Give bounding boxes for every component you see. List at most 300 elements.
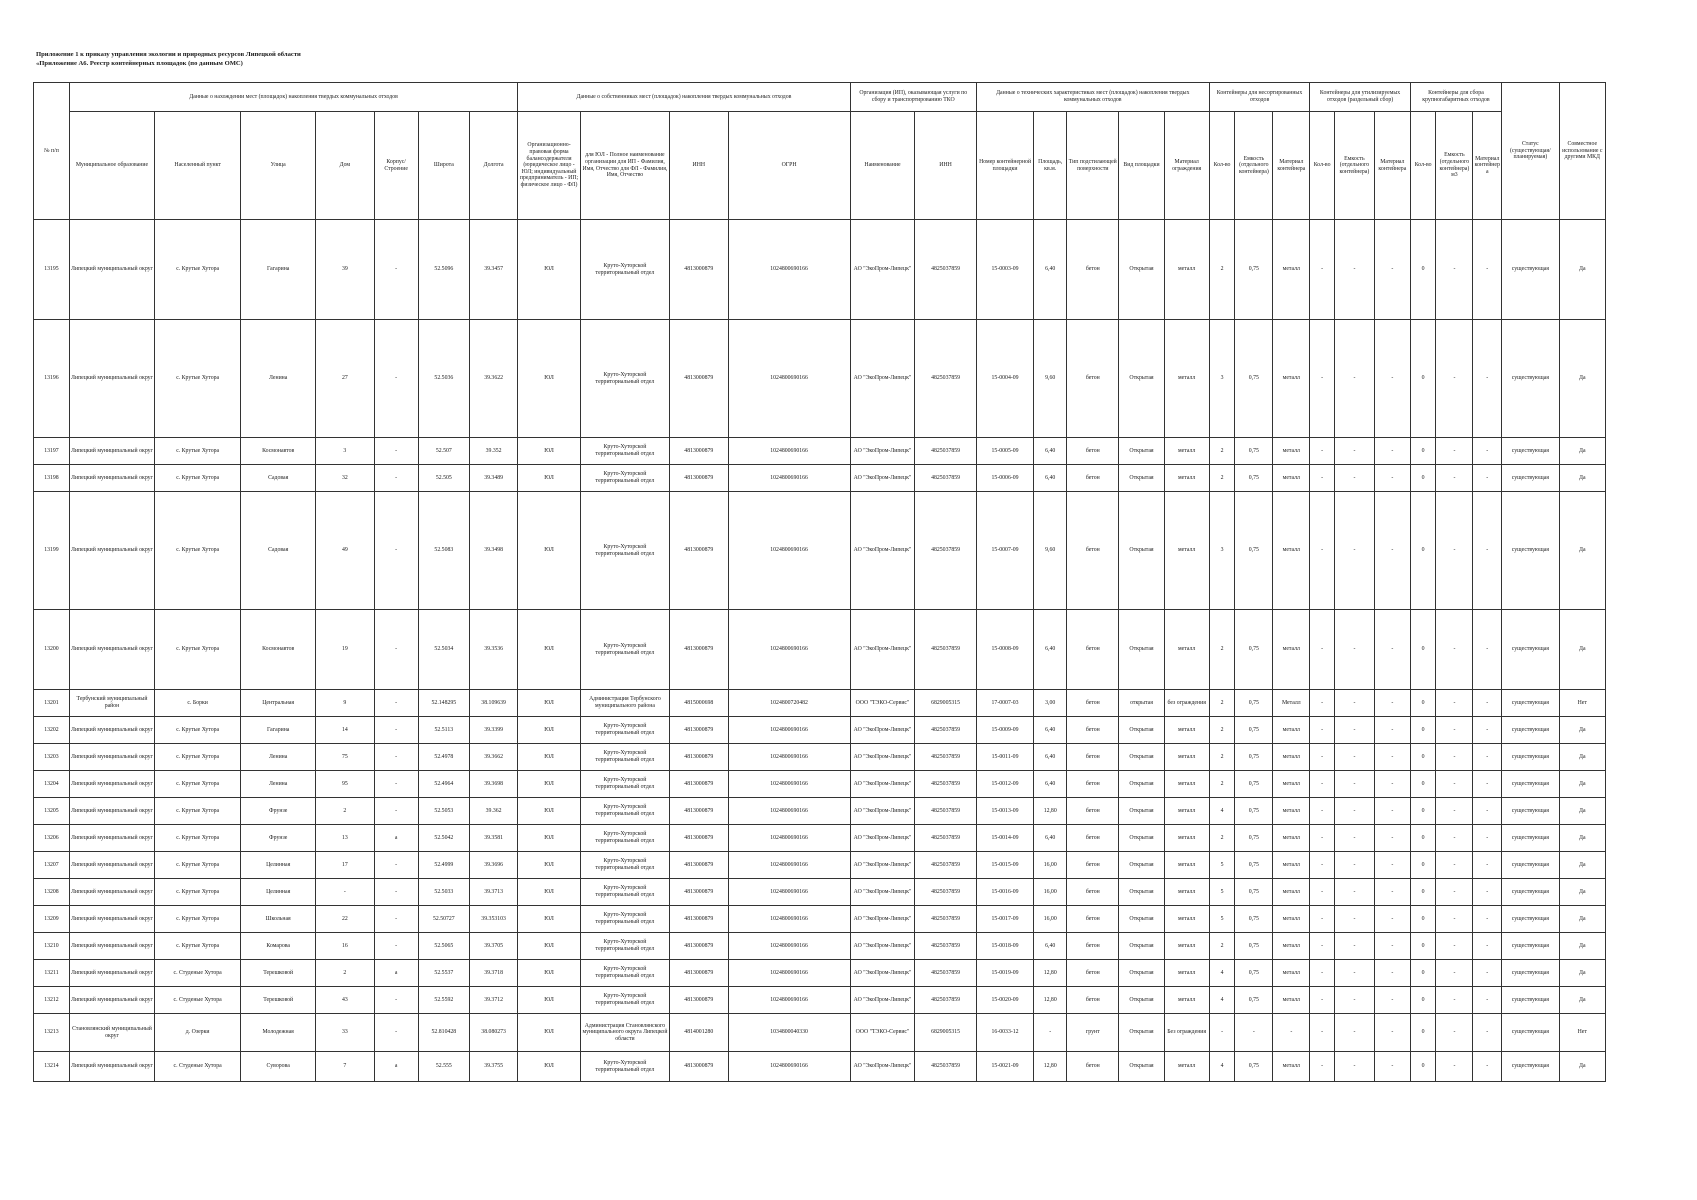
cell-status: существующая: [1502, 879, 1559, 906]
cell-utilized-qty: -: [1310, 960, 1335, 987]
cell-fence: металл: [1164, 798, 1209, 825]
cell-unsorted-material: металл: [1273, 717, 1310, 744]
cell-site-number: 15-0008-09: [976, 610, 1033, 690]
cell-owner-ogrn: 1034800040330: [728, 1014, 850, 1052]
cell-site-type: Открытая: [1119, 771, 1164, 798]
cell-unsorted-capacity: 0,75: [1235, 465, 1273, 492]
cell-unsorted-material: металл: [1273, 798, 1310, 825]
cell-owner-ogrn: 1024800690166: [728, 771, 850, 798]
cell-row-number: 13210: [34, 933, 70, 960]
cell-utilized-material: -: [1374, 879, 1410, 906]
cell-longitude: 38.109639: [470, 690, 518, 717]
cell-shared-use: Да: [1559, 438, 1605, 465]
cell-house: 43: [316, 987, 374, 1014]
cell-site-number: 15-0017-09: [976, 906, 1033, 933]
cell-surface: бетон: [1067, 717, 1119, 744]
cell-bulky-material: -: [1473, 717, 1502, 744]
cell-street: Гагарина: [241, 717, 316, 744]
cell-municipality: Липецкий муниципальный округ: [69, 465, 154, 492]
cell-shared-use: Да: [1559, 771, 1605, 798]
cell-fence: металл: [1164, 717, 1209, 744]
cell-bulky-qty: 0: [1410, 220, 1436, 320]
cell-utilized-material: -: [1374, 798, 1410, 825]
cell-fence: металл: [1164, 960, 1209, 987]
cell-municipality: Липецкий муниципальный округ: [69, 798, 154, 825]
cell-utilized-qty: -: [1310, 987, 1335, 1014]
cell-unsorted-material: металл: [1273, 465, 1310, 492]
cell-unsorted-qty: 2: [1209, 438, 1235, 465]
cell-settlement: с. Крутые Хутора: [155, 438, 241, 465]
cell-latitude: 52.5033: [418, 879, 469, 906]
cell-utilized-capacity: -: [1334, 690, 1374, 717]
cell-operator-inn: 4825037859: [915, 906, 977, 933]
cell-utilized-capacity: -: [1334, 465, 1374, 492]
cell-longitude: 39.3399: [470, 717, 518, 744]
cell-shared-use: Да: [1559, 933, 1605, 960]
table-row: [34, 717, 1606, 744]
cell-utilized-material: -: [1374, 717, 1410, 744]
cell-latitude: 52.5042: [418, 825, 469, 852]
cell-municipality: Липецкий муниципальный округ: [69, 906, 154, 933]
table-row: [34, 906, 1606, 933]
cell-unsorted-capacity: 0,75: [1235, 220, 1273, 320]
cell-building: -: [374, 220, 418, 320]
cell-bulky-material: -: [1473, 960, 1502, 987]
col-unsorted-capacity: Емкость (отдельного контейнера): [1235, 112, 1273, 220]
cell-bulky-material: -: [1473, 744, 1502, 771]
cell-utilized-qty: -: [1310, 690, 1335, 717]
cell-operator-name: АО "ЭкоПром-Липецк": [850, 879, 915, 906]
cell-owner-inn: 4815000698: [670, 690, 728, 717]
header-shared: Совместное использование с другими МКД: [1559, 83, 1605, 220]
cell-utilized-capacity: -: [1334, 220, 1374, 320]
cell-unsorted-material: -: [1273, 1014, 1310, 1052]
cell-settlement: с. Крутые Хутора: [155, 771, 241, 798]
cell-fence: металл: [1164, 492, 1209, 610]
cell-utilized-material: -: [1374, 906, 1410, 933]
header-group-tech: Данные о технических характеристиках мест (площадок) накопления твердых коммунальных отходов: [976, 83, 1209, 112]
cell-unsorted-qty: 2: [1209, 825, 1235, 852]
cell-building: а: [374, 1052, 418, 1082]
cell-house: 13: [316, 825, 374, 852]
cell-status: существующая: [1502, 771, 1559, 798]
cell-municipality: Липецкий муниципальный округ: [69, 220, 154, 320]
cell-area: 3,00: [1034, 690, 1067, 717]
cell-owner-name: Круто-Хуторской территориальный отдел: [580, 1052, 669, 1082]
cell-site-number: 15-0021-09: [976, 1052, 1033, 1082]
cell-unsorted-capacity: 0,75: [1235, 690, 1273, 717]
cell-utilized-capacity: -: [1334, 960, 1374, 987]
col-house: Дом: [316, 112, 374, 220]
cell-area: 6,40: [1034, 744, 1067, 771]
cell-surface: бетон: [1067, 320, 1119, 438]
cell-house: 16: [316, 933, 374, 960]
cell-utilized-qty: -: [1310, 744, 1335, 771]
cell-utilized-qty: -: [1310, 825, 1335, 852]
cell-site-type: Открытая: [1119, 825, 1164, 852]
cell-owner-name: Круто-Хуторской территориальный отдел: [580, 438, 669, 465]
cell-operator-inn: 6829005315: [915, 690, 977, 717]
cell-status: существующая: [1502, 492, 1559, 610]
cell-operator-inn: 4825037859: [915, 492, 977, 610]
cell-owner-ogrn: 1024800690166: [728, 320, 850, 438]
cell-bulky-material: -: [1473, 610, 1502, 690]
cell-area: 12,80: [1034, 798, 1067, 825]
cell-legal-form: ЮЛ: [518, 492, 581, 610]
cell-unsorted-capacity: 0,75: [1235, 438, 1273, 465]
cell-utilized-material: -: [1374, 465, 1410, 492]
cell-owner-ogrn: 1024800690166: [728, 825, 850, 852]
cell-site-type: Открытая: [1119, 987, 1164, 1014]
cell-house: 39: [316, 220, 374, 320]
cell-unsorted-material: Металл: [1273, 690, 1310, 717]
cell-house: 32: [316, 465, 374, 492]
cell-site-number: 15-0019-09: [976, 960, 1033, 987]
cell-house: 33: [316, 1014, 374, 1052]
cell-utilized-material: -: [1374, 987, 1410, 1014]
table-row: [34, 690, 1606, 717]
cell-status: существующая: [1502, 744, 1559, 771]
cell-municipality: Липецкий муниципальный округ: [69, 438, 154, 465]
cell-unsorted-qty: 2: [1209, 690, 1235, 717]
cell-longitude: 39.352: [470, 438, 518, 465]
cell-owner-ogrn: 1024800690166: [728, 610, 850, 690]
cell-legal-form: ЮЛ: [518, 744, 581, 771]
cell-row-number: 13209: [34, 906, 70, 933]
cell-bulky-capacity: -: [1436, 690, 1473, 717]
cell-bulky-qty: 0: [1410, 879, 1436, 906]
cell-latitude: 52.5065: [418, 933, 469, 960]
cell-site-type: Открытая: [1119, 465, 1164, 492]
cell-street: Комарова: [241, 933, 316, 960]
col-area: Площадь, кв.м.: [1034, 112, 1067, 220]
cell-operator-inn: 4825037859: [915, 1052, 977, 1082]
cell-operator-name: ООО "ТЭКО-Сервис": [850, 690, 915, 717]
cell-bulky-material: -: [1473, 771, 1502, 798]
cell-building: -: [374, 438, 418, 465]
cell-building: -: [374, 465, 418, 492]
cell-row-number: 13198: [34, 465, 70, 492]
cell-building: -: [374, 492, 418, 610]
table-row: [34, 744, 1606, 771]
cell-site-type: Открытая: [1119, 906, 1164, 933]
table-row: [34, 1052, 1606, 1082]
cell-street: Садовая: [241, 465, 316, 492]
cell-shared-use: Да: [1559, 987, 1605, 1014]
cell-utilized-capacity: -: [1334, 771, 1374, 798]
cell-unsorted-material: металл: [1273, 438, 1310, 465]
cell-row-number: 13206: [34, 825, 70, 852]
cell-longitude: 38.080273: [470, 1014, 518, 1052]
cell-utilized-qty: -: [1310, 879, 1335, 906]
cell-utilized-qty: -: [1310, 1052, 1335, 1082]
cell-utilized-material: -: [1374, 852, 1410, 879]
cell-municipality: Липецкий муниципальный округ: [69, 1052, 154, 1082]
cell-municipality: Липецкий муниципальный округ: [69, 960, 154, 987]
cell-fence: металл: [1164, 1052, 1209, 1082]
cell-building: -: [374, 744, 418, 771]
cell-legal-form: ЮЛ: [518, 1014, 581, 1052]
cell-street: Космонавтов: [241, 610, 316, 690]
cell-owner-ogrn: 1024800690166: [728, 220, 850, 320]
cell-unsorted-capacity: 0,75: [1235, 987, 1273, 1014]
cell-owner-inn: 4813000879: [670, 825, 728, 852]
cell-status: существующая: [1502, 610, 1559, 690]
cell-bulky-qty: 0: [1410, 320, 1436, 438]
cell-building: а: [374, 825, 418, 852]
cell-unsorted-material: металл: [1273, 960, 1310, 987]
cell-surface: бетон: [1067, 852, 1119, 879]
cell-owner-ogrn: 1024800720482: [728, 690, 850, 717]
cell-latitude: 52.507: [418, 438, 469, 465]
cell-row-number: 13207: [34, 852, 70, 879]
cell-status: существующая: [1502, 690, 1559, 717]
cell-latitude: 52.4978: [418, 744, 469, 771]
cell-bulky-qty: 0: [1410, 960, 1436, 987]
cell-unsorted-material: металл: [1273, 906, 1310, 933]
cell-utilized-material: -: [1374, 690, 1410, 717]
cell-longitude: 39.3489: [470, 465, 518, 492]
cell-surface: бетон: [1067, 610, 1119, 690]
cell-fence: металл: [1164, 879, 1209, 906]
cell-bulky-capacity: -: [1436, 906, 1473, 933]
cell-owner-inn: 4813000879: [670, 771, 728, 798]
cell-bulky-qty: 0: [1410, 1052, 1436, 1082]
cell-settlement: с. Крутые Хутора: [155, 220, 241, 320]
cell-building: -: [374, 933, 418, 960]
cell-utilized-capacity: -: [1334, 492, 1374, 610]
cell-unsorted-capacity: 0,75: [1235, 492, 1273, 610]
cell-site-number: 15-0007-09: [976, 492, 1033, 610]
cell-bulky-material: -: [1473, 220, 1502, 320]
cell-bulky-capacity: -: [1436, 1052, 1473, 1082]
cell-site-type: Открытая: [1119, 492, 1164, 610]
cell-surface: бетон: [1067, 906, 1119, 933]
cell-longitude: 39.3696: [470, 852, 518, 879]
cell-fence: металл: [1164, 220, 1209, 320]
cell-owner-name: Администрация Тербунского муниципального района: [580, 690, 669, 717]
cell-unsorted-qty: 5: [1209, 852, 1235, 879]
cell-street: Фрунзе: [241, 825, 316, 852]
cell-surface: бетон: [1067, 690, 1119, 717]
cell-municipality: Липецкий муниципальный округ: [69, 879, 154, 906]
col-bulky-qty: Кол-во: [1410, 112, 1436, 220]
cell-site-number: 15-0016-09: [976, 879, 1033, 906]
cell-bulky-qty: 0: [1410, 771, 1436, 798]
cell-legal-form: ЮЛ: [518, 798, 581, 825]
cell-utilized-qty: -: [1310, 438, 1335, 465]
cell-street: Ленина: [241, 744, 316, 771]
cell-utilized-material: -: [1374, 320, 1410, 438]
cell-unsorted-qty: -: [1209, 1014, 1235, 1052]
cell-area: 6,40: [1034, 610, 1067, 690]
cell-municipality: Липецкий муниципальный округ: [69, 320, 154, 438]
cell-latitude: 52.5034: [418, 610, 469, 690]
cell-status: существующая: [1502, 438, 1559, 465]
cell-fence: металл: [1164, 438, 1209, 465]
cell-owner-inn: 4814001280: [670, 1014, 728, 1052]
cell-fence: металл: [1164, 852, 1209, 879]
cell-operator-inn: 4825037859: [915, 825, 977, 852]
cell-utilized-qty: -: [1310, 906, 1335, 933]
cell-status: существующая: [1502, 933, 1559, 960]
cell-bulky-material: -: [1473, 906, 1502, 933]
cell-building: -: [374, 906, 418, 933]
cell-status: существующая: [1502, 320, 1559, 438]
cell-settlement: с. Крутые Хутора: [155, 825, 241, 852]
cell-longitude: 39.3705: [470, 933, 518, 960]
cell-bulky-material: -: [1473, 320, 1502, 438]
col-legal-form: Организационно-правовая форма балансодержателя (юридическое лицо - ЮЛ; индивидуальный предприниматель - ИП; физическое лицо - ФЛ): [518, 112, 581, 220]
cell-utilized-material: -: [1374, 610, 1410, 690]
cell-legal-form: ЮЛ: [518, 1052, 581, 1082]
cell-unsorted-qty: 2: [1209, 744, 1235, 771]
cell-utilized-capacity: -: [1334, 717, 1374, 744]
cell-status: существующая: [1502, 960, 1559, 987]
cell-bulky-material: -: [1473, 690, 1502, 717]
cell-site-type: Открытая: [1119, 610, 1164, 690]
cell-owner-inn: 4813000879: [670, 933, 728, 960]
registry-rows: [34, 220, 1606, 1082]
cell-street: Целинная: [241, 852, 316, 879]
col-operator-name: Наименование: [850, 112, 915, 220]
cell-operator-name: ООО "ТЭКО-Сервис": [850, 1014, 915, 1052]
cell-unsorted-capacity: 0,75: [1235, 933, 1273, 960]
cell-legal-form: ЮЛ: [518, 879, 581, 906]
cell-legal-form: ЮЛ: [518, 220, 581, 320]
cell-building: -: [374, 1014, 418, 1052]
cell-street: Молодежная: [241, 1014, 316, 1052]
cell-utilized-capacity: -: [1334, 798, 1374, 825]
cell-operator-name: АО "ЭкоПром-Липецк": [850, 852, 915, 879]
cell-owner-inn: 4813000879: [670, 906, 728, 933]
cell-unsorted-qty: 2: [1209, 717, 1235, 744]
cell-owner-name: Круто-Хуторской территориальный отдел: [580, 906, 669, 933]
cell-latitude: 52.5113: [418, 717, 469, 744]
cell-latitude: 52.4999: [418, 852, 469, 879]
cell-street: Суворова: [241, 1052, 316, 1082]
cell-shared-use: Да: [1559, 320, 1605, 438]
cell-row-number: 13211: [34, 960, 70, 987]
cell-unsorted-capacity: 0,75: [1235, 798, 1273, 825]
cell-bulky-material: -: [1473, 987, 1502, 1014]
cell-operator-name: АО "ЭкоПром-Липецк": [850, 220, 915, 320]
table-row: [34, 987, 1606, 1014]
cell-owner-ogrn: 1024800690166: [728, 879, 850, 906]
cell-utilized-qty: -: [1310, 610, 1335, 690]
cell-area: 6,40: [1034, 933, 1067, 960]
cell-area: 12,80: [1034, 960, 1067, 987]
table-row: [34, 438, 1606, 465]
cell-fence: металл: [1164, 465, 1209, 492]
cell-owner-ogrn: 1024800690166: [728, 960, 850, 987]
col-surface: Тип подстилающей поверхности: [1067, 112, 1119, 220]
cell-municipality: Липецкий муниципальный округ: [69, 492, 154, 610]
cell-legal-form: ЮЛ: [518, 933, 581, 960]
cell-shared-use: Да: [1559, 906, 1605, 933]
cell-surface: бетон: [1067, 987, 1119, 1014]
cell-utilized-qty: -: [1310, 492, 1335, 610]
cell-operator-name: АО "ЭкоПром-Липецк": [850, 610, 915, 690]
cell-unsorted-material: металл: [1273, 852, 1310, 879]
cell-surface: бетон: [1067, 825, 1119, 852]
cell-surface: бетон: [1067, 960, 1119, 987]
cell-operator-name: АО "ЭкоПром-Липецк": [850, 798, 915, 825]
cell-surface: бетон: [1067, 438, 1119, 465]
table-row: [34, 465, 1606, 492]
cell-longitude: 39.3698: [470, 771, 518, 798]
container-sites-registry-table: [33, 82, 1606, 1082]
cell-unsorted-material: металл: [1273, 744, 1310, 771]
cell-unsorted-capacity: 0,75: [1235, 906, 1273, 933]
cell-row-number: 13214: [34, 1052, 70, 1082]
cell-owner-name: Круто-Хуторской территориальный отдел: [580, 320, 669, 438]
cell-unsorted-qty: 5: [1209, 906, 1235, 933]
cell-owner-inn: 4813000879: [670, 220, 728, 320]
cell-building: -: [374, 717, 418, 744]
header-status: Статус (существующая/ планируемая): [1502, 83, 1559, 220]
cell-latitude: 52.5053: [418, 798, 469, 825]
cell-house: 49: [316, 492, 374, 610]
cell-site-number: 15-0012-09: [976, 771, 1033, 798]
table-row: [34, 825, 1606, 852]
cell-owner-name: Круто-Хуторской территориальный отдел: [580, 987, 669, 1014]
cell-unsorted-material: металл: [1273, 492, 1310, 610]
cell-street: Гагарина: [241, 220, 316, 320]
cell-site-type: Открытая: [1119, 960, 1164, 987]
cell-utilized-capacity: -: [1334, 744, 1374, 771]
cell-owner-name: Круто-Хуторской территориальный отдел: [580, 879, 669, 906]
cell-unsorted-qty: 4: [1209, 1052, 1235, 1082]
cell-fence: Без ограждения: [1164, 1014, 1209, 1052]
cell-row-number: 13204: [34, 771, 70, 798]
cell-owner-ogrn: 1024800690166: [728, 492, 850, 610]
cell-bulky-material: -: [1473, 438, 1502, 465]
cell-house: 27: [316, 320, 374, 438]
cell-owner-name: Администрация Становлянского муниципального округа Липецкой области: [580, 1014, 669, 1052]
cell-legal-form: ЮЛ: [518, 438, 581, 465]
cell-row-number: 13197: [34, 438, 70, 465]
table-row: [34, 798, 1606, 825]
cell-owner-name: Круто-Хуторской территориальный отдел: [580, 852, 669, 879]
cell-owner-name: Круто-Хуторской территориальный отдел: [580, 465, 669, 492]
cell-unsorted-capacity: 0,75: [1235, 1052, 1273, 1082]
cell-unsorted-qty: 2: [1209, 610, 1235, 690]
cell-bulky-qty: 0: [1410, 852, 1436, 879]
cell-unsorted-capacity: 0,75: [1235, 717, 1273, 744]
header-group-operator: Организация (ИП), оказывающая услуги по сбору и транспортированию ТКО: [850, 83, 976, 112]
cell-shared-use: Да: [1559, 852, 1605, 879]
cell-owner-inn: 4813000879: [670, 320, 728, 438]
cell-surface: бетон: [1067, 798, 1119, 825]
cell-latitude: 52.5592: [418, 987, 469, 1014]
cell-street: Космонавтов: [241, 438, 316, 465]
cell-owner-inn: 4813000879: [670, 1052, 728, 1082]
cell-row-number: 13203: [34, 744, 70, 771]
cell-operator-inn: 4825037859: [915, 852, 977, 879]
cell-latitude: 52.5537: [418, 960, 469, 987]
cell-shared-use: Да: [1559, 492, 1605, 610]
cell-utilized-capacity: -: [1334, 879, 1374, 906]
cell-row-number: 13202: [34, 717, 70, 744]
cell-utilized-material: -: [1374, 1014, 1410, 1052]
cell-bulky-qty: 0: [1410, 798, 1436, 825]
cell-municipality: Тербунский муниципальный район: [69, 690, 154, 717]
cell-street: Школьная: [241, 906, 316, 933]
cell-utilized-qty: -: [1310, 220, 1335, 320]
cell-site-type: Открытая: [1119, 320, 1164, 438]
cell-utilized-qty: -: [1310, 852, 1335, 879]
